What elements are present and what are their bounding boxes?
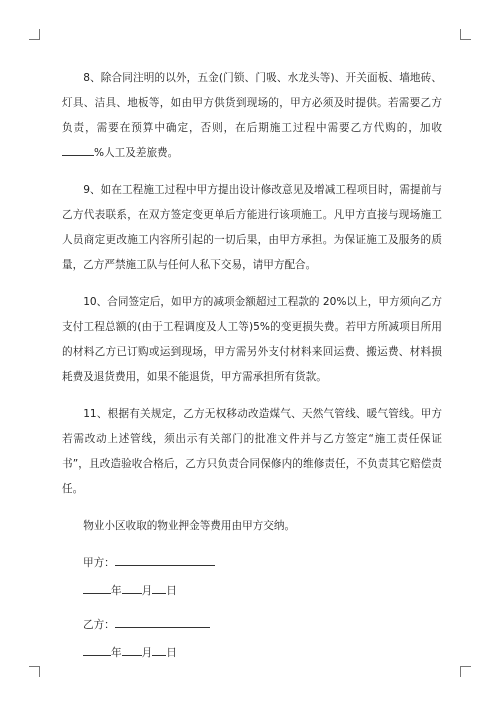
crop-mark-bottom-right [460,666,471,677]
party-b-line [83,611,442,639]
signature-block [62,549,442,667]
party-a-date-line [83,577,442,605]
crop-mark-top-right [460,29,471,40]
clause-8-text: 8、除合同注明的以外，五金(门锁、门吸、水龙头等)、开关面板、墙地砖、灯具、洁具、地板等，如由甲方供货到现场的，甲方必须及时提供。若需要乙方负责，需要在预算中确定，否则，在后期施工过程中需要乙方代购的，加收 [62,72,442,134]
clause-8 [62,66,442,166]
year-label: 年 [111,647,122,659]
party-b-date-line [83,639,442,667]
clause-10: 10、合同签定后，如甲方的减项金额超过工程款的 20%以上，甲方须向乙方支付工程总额的(由于工程调度及人工等)5%的变更损失费。若甲方所减项目所用的材料乙方已订购或运到现场，甲方需另外支付材料来回运费、搬运费、材料损耗费及退货费用，如果不能退货，甲方需承担所有货款。 [62,296,442,383]
clause-9: 9、如在工程施工过程中甲方提出设计修改意见及增减工程项目时，需提前与乙方代表联系，在双方签定变更单后方能进行该项施工。凡甲方直接与现场施工人员商定更改施工内容所引起的一切后果，由甲方承担。为保证施工及服务的质量，乙方严禁施工队与任何人私下交易，请甲方配合。 [62,184,442,271]
month-label: 月 [141,585,153,597]
month-label: 月 [141,647,153,659]
party-b-month-blank [122,643,142,656]
document-body [62,66,442,667]
party-a-year-blank [83,581,111,594]
crop-mark-top-left [29,29,40,40]
party-a-line [83,549,442,577]
party-b-year-blank [83,643,111,656]
clause-8-tail: %人工及差旅费。 [94,147,179,159]
party-b-label: 乙方： [83,619,115,631]
party-a-day-blank [152,581,166,594]
percentage-blank [62,143,94,156]
party-a-label: 甲方： [83,557,115,569]
party-a-signature-blank [115,553,215,566]
clause-property-deposit: 物业小区收取的物业押金等费用由甲方交纳。 [83,520,296,532]
year-label: 年 [111,585,122,597]
crop-mark-bottom-left [29,666,40,677]
day-label: 日 [166,585,177,597]
clause-11: 11、根据有关规定，乙方无权移动改造煤气、天然气管线、暖气管线。甲方若需改动上述管线，须出示有关部门的批准文件并与乙方签定“施工责任保证书”，且改造验收合格后，乙方只负责合同保修内的维修责任，不负责其它赔偿责任。 [62,408,442,495]
day-label: 日 [166,647,177,659]
party-b-signature-blank [115,615,210,628]
party-b-day-blank [152,643,166,656]
party-a-month-blank [122,581,142,594]
